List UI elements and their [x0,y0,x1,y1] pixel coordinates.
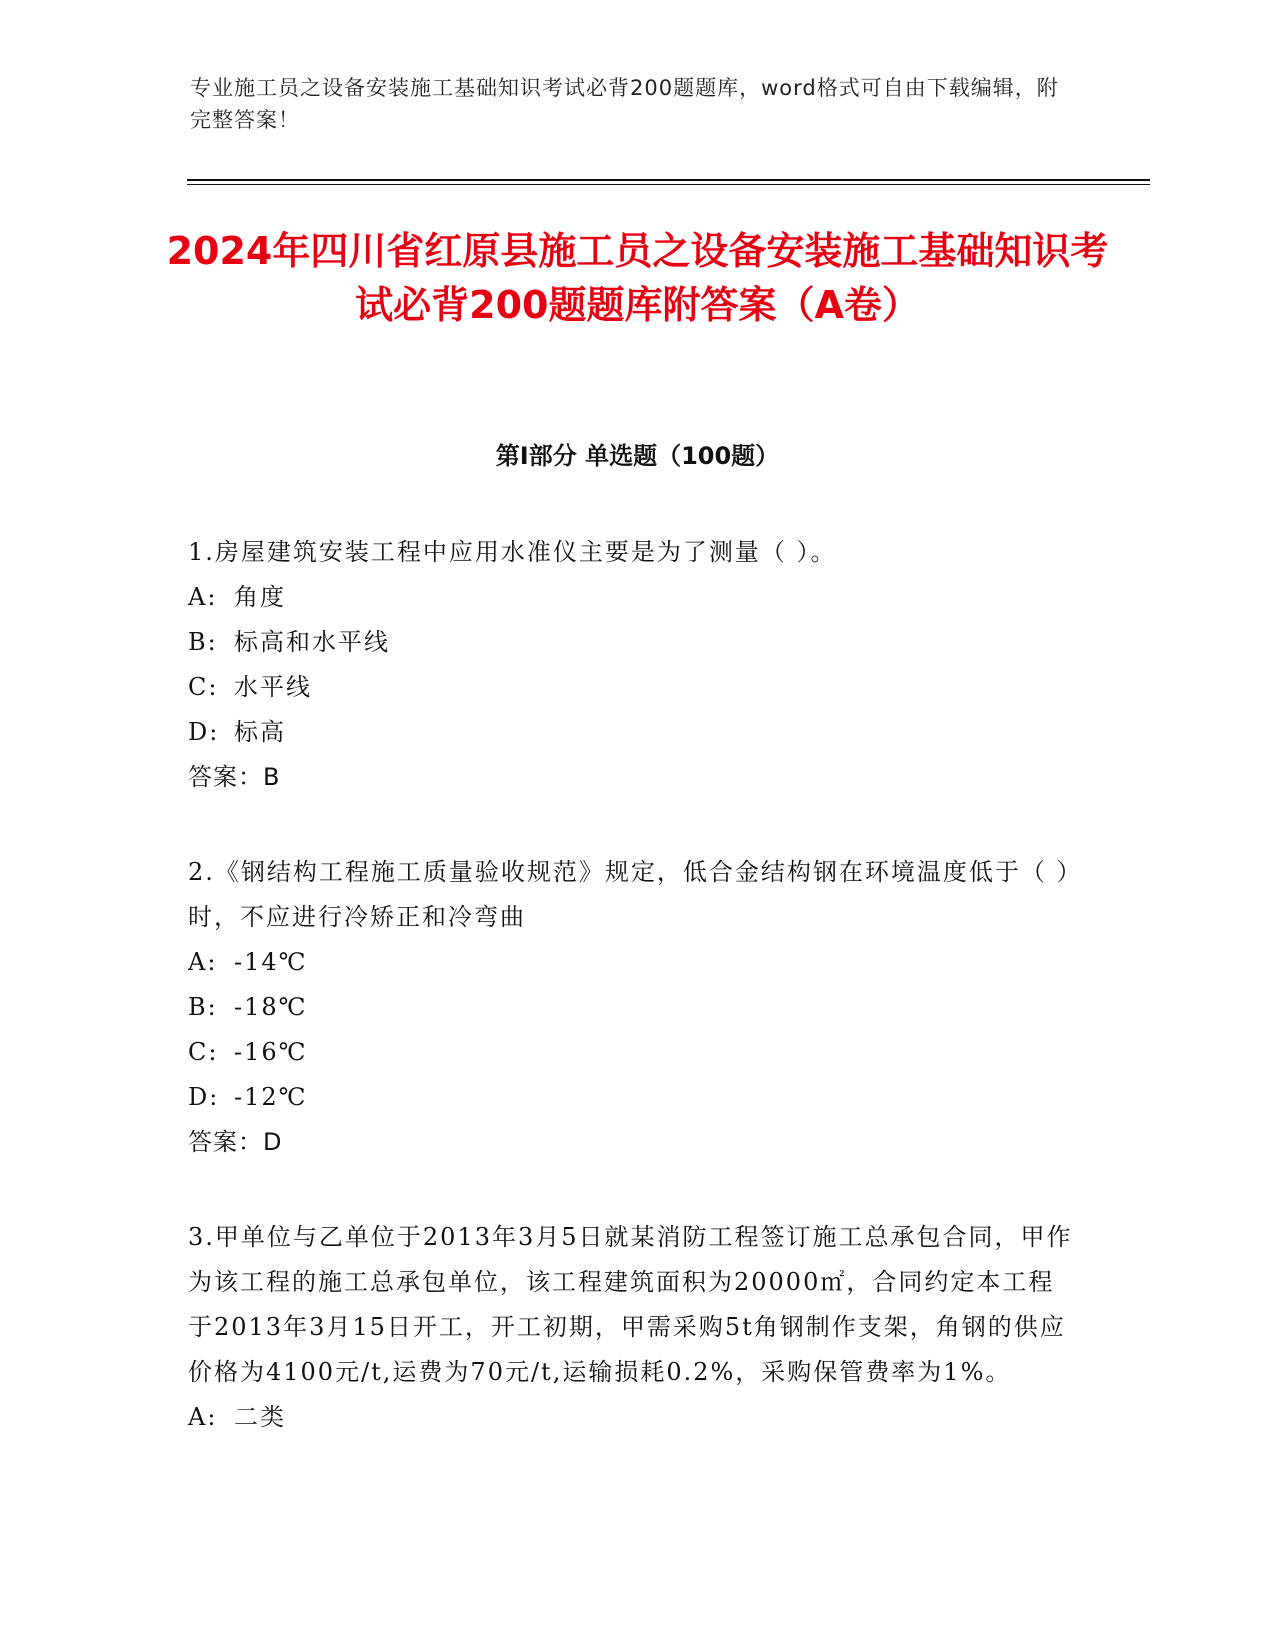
section-title: 第I部分 单选题（100题） [495,442,780,470]
option-d [188,710,1078,755]
question-list [188,530,1078,1490]
question-1 [188,530,1078,800]
option-text: -12℃ [234,1083,308,1111]
option-b [188,985,1078,1030]
option-key: D: [188,718,220,746]
question-2 [188,850,1078,1165]
option-key: C: [188,1038,219,1066]
option-text: 角度 [234,583,286,611]
document-title: 2024年四川省红原县施工员之设备安装施工基础知识考试必背200题题库附答案（A卷） [166,229,1109,327]
option-text: -16℃ [234,1038,308,1066]
option-key: C: [188,673,219,701]
option-text: -18℃ [234,993,308,1021]
option-key: B: [188,993,218,1021]
question-stem: 2.《钢结构工程施工质量验收规范》规定，低合金结构钢在环境温度低于（ ）时，不应进行冷矫正和冷弯曲 [188,858,1071,931]
option-key: A: [188,948,218,976]
option-key: A: [188,583,218,611]
option-text: 二类 [234,1403,286,1431]
header-note: 专业施工员之设备安装施工基础知识考试必背200题题库，word格式可自由下载编辑，附完整答案！ [190,76,1059,132]
question-stem: 1.房屋建筑安装工程中应用水准仪主要是为了测量（ ）。 [188,538,837,566]
option-a [188,575,1078,620]
option-a [188,1395,1078,1440]
answer-line: 答案：D [188,1128,283,1156]
option-d [188,1075,1078,1120]
option-key: B: [188,628,218,656]
question-3 [188,1215,1078,1440]
option-key: A: [188,1403,218,1431]
header-rule-thin [187,184,1150,185]
answer-line: 答案：B [188,763,281,791]
option-b [188,620,1078,665]
option-c [188,665,1078,710]
option-text: -14℃ [234,948,308,976]
option-key: D: [188,1083,220,1111]
option-text: 标高 [234,718,286,746]
option-text: 标高和水平线 [234,628,390,656]
header-rule-thick [187,179,1150,181]
question-stem: 3.甲单位与乙单位于2013年3月5日就某消防工程签订施工总承包合同，甲作为该工程的施工总承包单位，该工程建筑面积为20000㎡，合同约定本工程于2013年3月15日开工，开工初期，甲需采购5t角钢制作支架，角钢的供应价格为4100元/t,运费为70元/t,运输损耗0.2%，采购保管费率为1%。 [188,1223,1073,1386]
option-c [188,1030,1078,1075]
option-text: 水平线 [234,673,312,701]
option-a [188,940,1078,985]
